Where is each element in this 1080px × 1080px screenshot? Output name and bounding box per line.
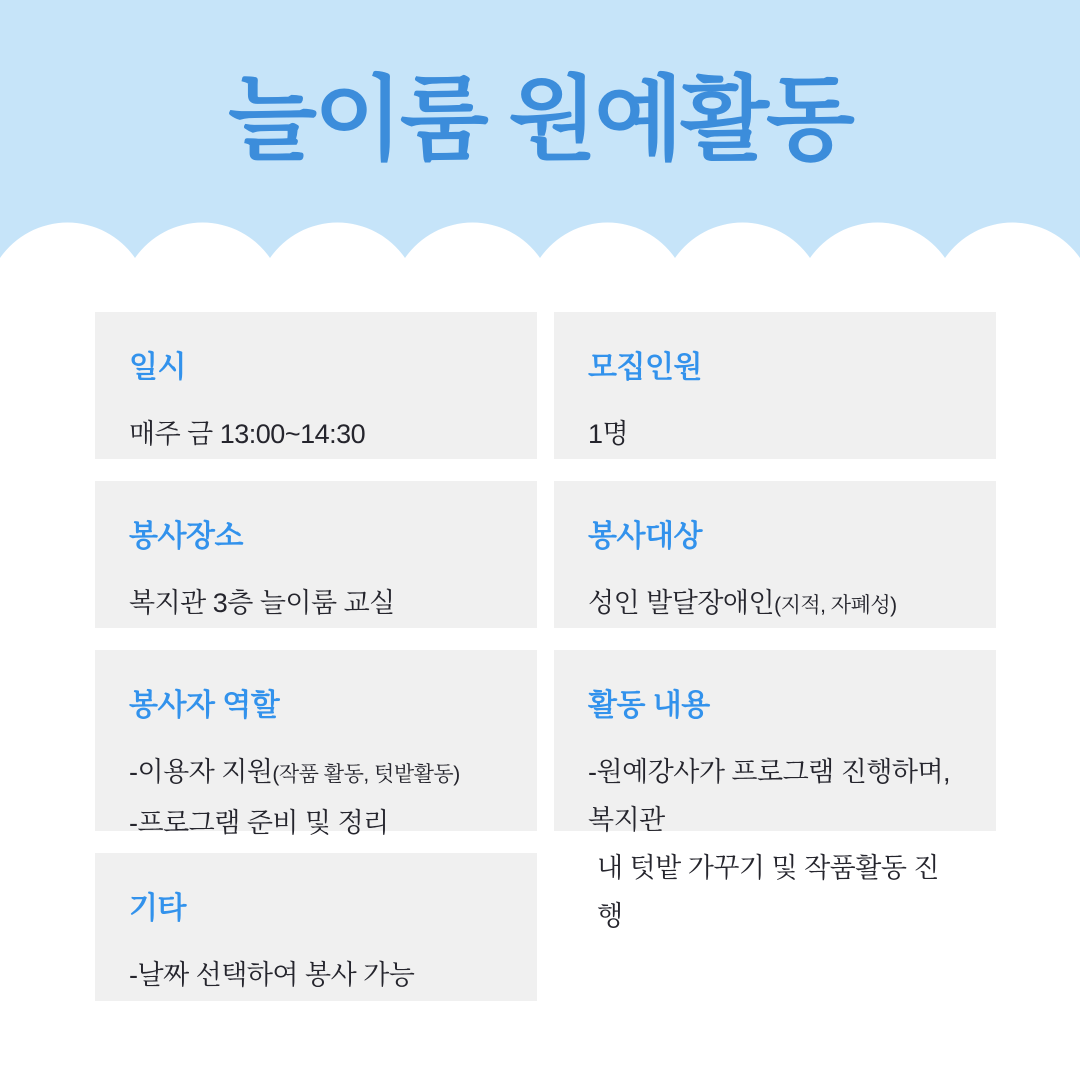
card-datetime-body (129, 410, 503, 458)
card-line (129, 799, 503, 847)
card-line-text: 내 텃밭 가꾸기 및 작품활동 진행 (597, 853, 939, 931)
card-volunteer-role (95, 650, 537, 838)
card-datetime (95, 312, 537, 459)
card-activity-content-heading: 활동 내용 (588, 689, 710, 722)
card-line (129, 410, 503, 458)
card-recruit-count-heading: 모집인원 (588, 351, 702, 384)
card-line-text: 성인 발달장애인 (588, 588, 775, 618)
card-line-text: -원예강사가 프로그램 진행하며, 복지관 (588, 757, 951, 835)
card-line-text: 복지관 3층 늘이룸 교실 (129, 588, 395, 618)
header-banner (0, 0, 1080, 262)
scallop-edge-decoration (0, 222, 1080, 262)
card-recruit-count (554, 312, 996, 459)
card-etc-heading: 기타 (129, 892, 186, 925)
card-recruit-count-body (588, 410, 962, 458)
card-place-heading: 봉사장소 (129, 520, 243, 553)
card-service-target-heading: 봉사대상 (588, 520, 702, 553)
card-line (588, 410, 962, 458)
card-volunteer-role-body (129, 748, 503, 847)
card-line-text: 1명 (588, 419, 629, 449)
card-line (588, 844, 962, 940)
card-line (129, 748, 503, 799)
card-etc-body (129, 951, 503, 999)
card-service-target-body (588, 579, 962, 630)
card-line (588, 579, 962, 630)
card-line-text: -이용자 지원 (129, 757, 273, 787)
card-service-target (554, 481, 996, 628)
card-etc (95, 853, 537, 1001)
info-grid (95, 312, 1080, 1001)
card-datetime-heading: 일시 (129, 351, 186, 384)
card-line (129, 579, 503, 627)
poster-title: 늘이룸 원예활동 (228, 69, 852, 171)
card-line-small-text: (작품 활동, 텃밭활동) (272, 763, 460, 786)
card-line (129, 951, 503, 999)
card-activity-content-body (588, 748, 962, 940)
card-activity-content (554, 650, 996, 931)
card-line-text: -프로그램 준비 및 정리 (129, 808, 389, 838)
card-volunteer-role-heading: 봉사자 역할 (129, 689, 280, 722)
card-place-body (129, 579, 503, 627)
card-line-text: -날짜 선택하여 봉사 가능 (129, 960, 415, 990)
card-place (95, 481, 537, 628)
card-line (588, 748, 962, 844)
card-line-small-text: (지적, 자폐성) (774, 594, 897, 617)
card-line-text: 매주 금 13:00~14:30 (129, 419, 366, 449)
